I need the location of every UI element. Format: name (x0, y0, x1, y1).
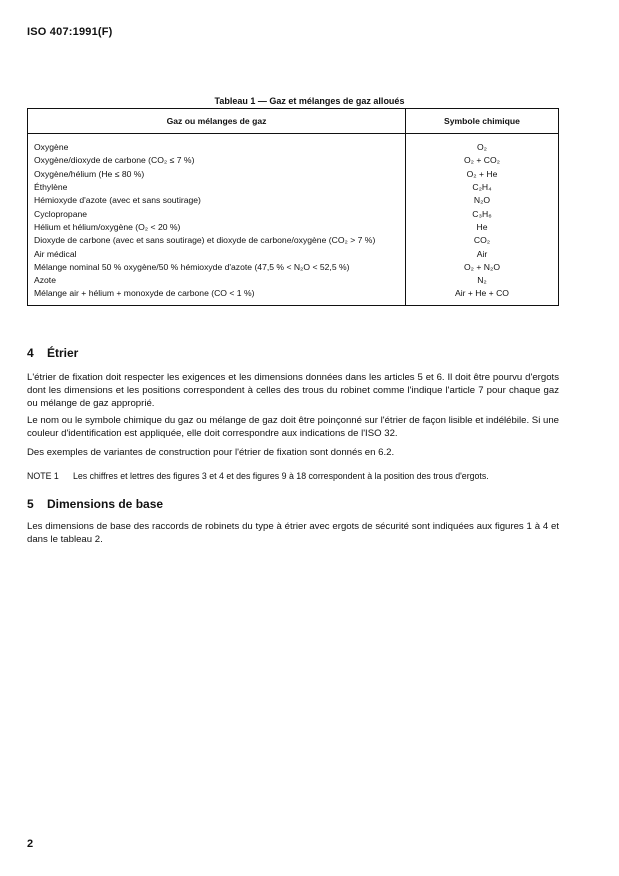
section-4-number: 4 (27, 346, 34, 360)
gas-name-cell: Azote (28, 274, 406, 287)
column-header-gas: Gaz ou mélanges de gaz (28, 109, 406, 134)
section-4-paragraph-2: Le nom ou le symbole chimique du gaz ou mélange de gaz doit être poinçonné sur l'étrier de façon lisible et indélébile. Si une couleur d'identification est appliquée, elle doit correspondre aux indications de l'ISO 32. (27, 415, 559, 439)
gas-name-cell: Air médical (28, 247, 406, 260)
table-row (28, 221, 559, 234)
note-label: NOTE 1 (27, 471, 59, 481)
table-body (28, 134, 559, 306)
gas-name-cell: Éthylène (28, 181, 406, 194)
symbol-cell: C₃H₆ (406, 207, 559, 220)
gas-name-cell: Mélange air + hélium + monoxyde de carbone (CO < 1 %) (28, 287, 406, 305)
section-4-heading (27, 346, 78, 360)
table-row (28, 247, 559, 260)
symbol-cell: O₂ + He (406, 168, 559, 181)
table-row (28, 274, 559, 287)
table-row (28, 194, 559, 207)
gas-name-cell: Oxygène (28, 134, 406, 155)
table-row (28, 234, 559, 247)
table-header-row (28, 109, 559, 134)
gas-name-cell: Hémioxyde d'azote (avec et sans soutirage) (28, 194, 406, 207)
table-row (28, 207, 559, 220)
section-4-paragraph-3: Des exemples de variantes de construction pour l'étrier de fixation sont donnés en 6.2. (27, 447, 395, 458)
table-row (28, 181, 559, 194)
symbol-cell: Air + He + CO (406, 287, 559, 305)
document-header: ISO 407:1991(F) (27, 26, 113, 38)
table-row (28, 154, 559, 167)
section-5-number: 5 (27, 497, 34, 511)
symbol-cell: O₂ + CO₂ (406, 154, 559, 167)
symbol-cell: O₂ + N₂O (406, 261, 559, 274)
column-header-symbol: Symbole chimique (406, 109, 559, 134)
symbol-cell: He (406, 221, 559, 234)
symbol-cell: O₂ (406, 134, 559, 155)
table-row (28, 261, 559, 274)
note-1 (27, 470, 559, 482)
gas-name-cell: Cyclopropane (28, 207, 406, 220)
section-4-paragraph-1: L'étrier de fixation doit respecter les exigences et les dimensions données dans les articles 5 et 6. Il doit être pourvu d'ergots dont les dimensions et les positions correspondent à celles des trous du robinet comme l'indique l'article 7 pour chaque gaz ou mélange de gaz approprié. (27, 372, 559, 409)
page-number: 2 (27, 838, 34, 850)
gas-name-cell: Mélange nominal 50 % oxygène/50 % hémioxyde d'azote (47,5 % < N₂O < 52,5 %) (28, 261, 406, 274)
symbol-cell: Air (406, 247, 559, 260)
table-caption: Tableau 1 — Gaz et mélanges de gaz alloués (214, 96, 405, 106)
symbol-cell: N₂O (406, 194, 559, 207)
gas-table (27, 108, 559, 306)
table-row (28, 168, 559, 181)
symbol-cell: CO₂ (406, 234, 559, 247)
gas-name-cell: Dioxyde de carbone (avec et sans soutirage) et dioxyde de carbone/oxygène (CO₂ > 7 %) (28, 234, 406, 247)
section-5-title: Dimensions de base (47, 497, 164, 511)
table-row (28, 287, 559, 305)
symbol-cell: N₂ (406, 274, 559, 287)
gas-name-cell: Oxygène/dioxyde de carbone (CO₂ ≤ 7 %) (28, 154, 406, 167)
gas-name-cell: Hélium et hélium/oxygène (O₂ < 20 %) (28, 221, 406, 234)
section-5-heading (27, 497, 163, 511)
table-row (28, 134, 559, 155)
note-text: Les chiffres et lettres des figures 3 et 4 et des figures 9 à 18 correspondent à la position des trous d'ergots. (73, 471, 489, 481)
gas-name-cell: Oxygène/hélium (He ≤ 80 %) (28, 168, 406, 181)
section-4-title: Étrier (47, 346, 79, 360)
symbol-cell: C₂H₄ (406, 181, 559, 194)
section-5-paragraph-1: Les dimensions de base des raccords de robinets du type à étrier avec ergots de sécurité sont indiquées aux figures 1 à 4 et dans le tableau 2. (27, 521, 559, 545)
